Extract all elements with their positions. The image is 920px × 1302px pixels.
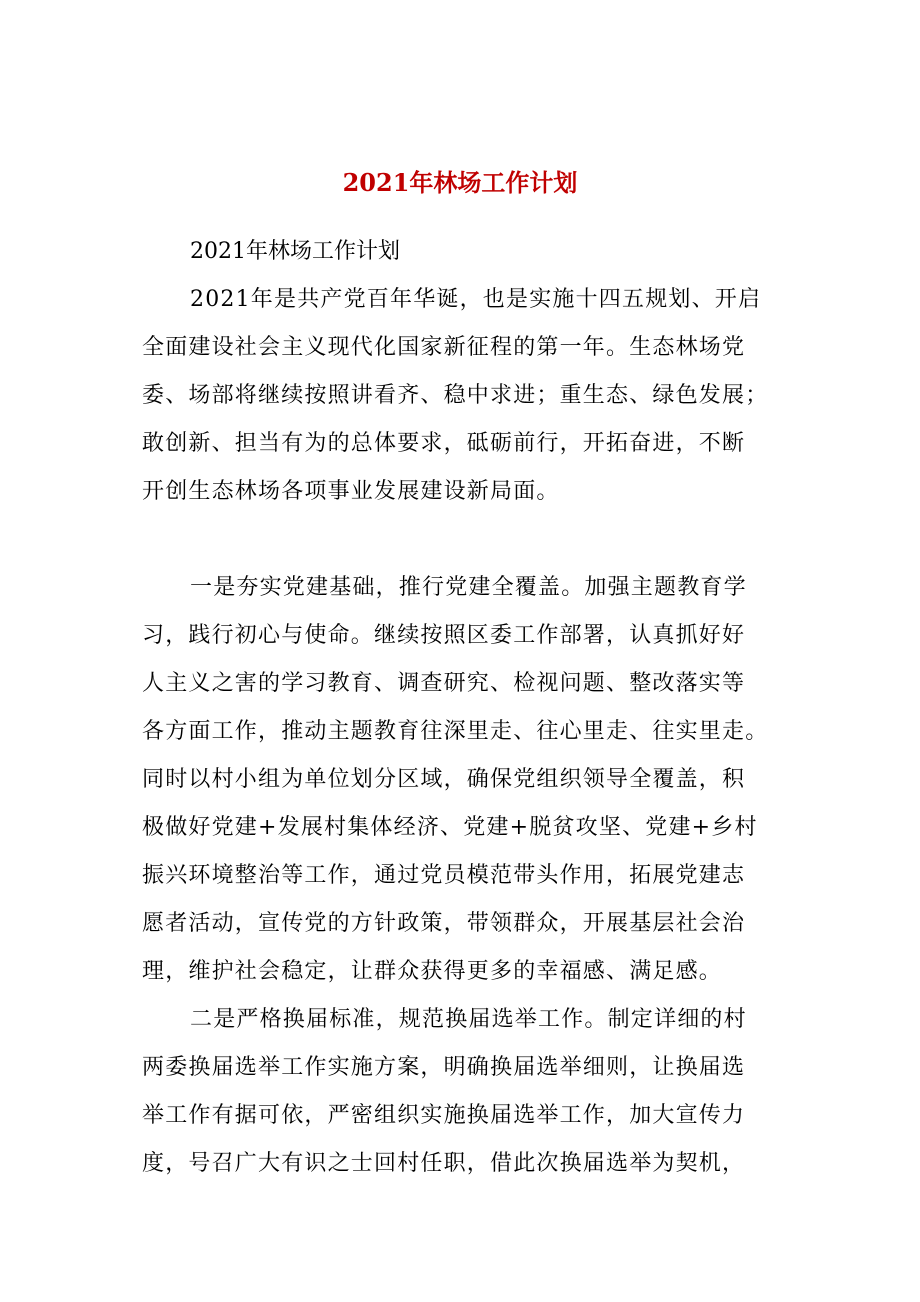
document-subtitle: 2021年林场工作计划 xyxy=(190,239,400,264)
document-body xyxy=(142,228,797,1188)
paragraph-line: 习，践行初心与使命。继续按照区委工作部署，认真抓好好 xyxy=(142,623,746,648)
paragraph-line: 一是夯实党建基础，推行党建全覆盖。加强主题教育学 xyxy=(190,575,747,600)
paragraph-line: 开创生态林场各项事业发展建设新局面。 xyxy=(142,479,560,504)
paragraph-line: 敢创新、担当有为的总体要求，砥砺前行，开拓奋进，不断 xyxy=(142,431,746,456)
paragraph-line: 振兴环境整治等工作，通过党员模范带头作用，拓展党建志 xyxy=(142,863,746,888)
paragraph-line: 理，维护社会稳定，让群众获得更多的幸福感、满足感。 xyxy=(142,959,723,984)
paragraph-line: 全面建设社会主义现代化国家新征程的第一年。生态林场党 xyxy=(142,335,746,360)
paragraph-spacer xyxy=(142,516,797,564)
paragraph-line: 同时以村小组为单位划分区域，确保党组织领导全覆盖，积 xyxy=(142,767,746,792)
intro-paragraph xyxy=(142,276,797,516)
paragraph-line: 委、场部将继续按照讲看齐、稳中求进；重生态、绿色发展； xyxy=(142,383,769,408)
paragraph-line: 各方面工作，推动主题教育往深里走、往心里走、往实里走。 xyxy=(142,719,769,744)
paragraph-line: 极做好党建+发展村集体经济、党建+脱贫攻坚、党建+乡村 xyxy=(142,815,758,840)
paragraph-line: 二是严格换届标准，规范换届选举工作。制定详细的村 xyxy=(190,1007,747,1032)
section-1-paragraph xyxy=(142,564,797,996)
document-title: 2021年林场工作计划 xyxy=(342,168,578,197)
paragraph-line: 度，号召广大有识之士回村任职，借此次换届选举为契机， xyxy=(142,1151,746,1176)
paragraph-line: 2021年是共产党百年华诞，也是实施十四五规划、开启 xyxy=(190,287,762,312)
section-2-paragraph xyxy=(142,996,797,1188)
paragraph-line: 愿者活动，宣传党的方针政策，带领群众，开展基层社会治 xyxy=(142,911,746,936)
paragraph-line: 人主义之害的学习教育、调查研究、检视问题、整改落实等 xyxy=(142,671,746,696)
paragraph-line: 两委换届选举工作实施方案，明确换届选举细则，让换届选 xyxy=(142,1055,746,1080)
paragraph-line: 举工作有据可依，严密组织实施换届选举工作，加大宣传力 xyxy=(142,1103,746,1128)
